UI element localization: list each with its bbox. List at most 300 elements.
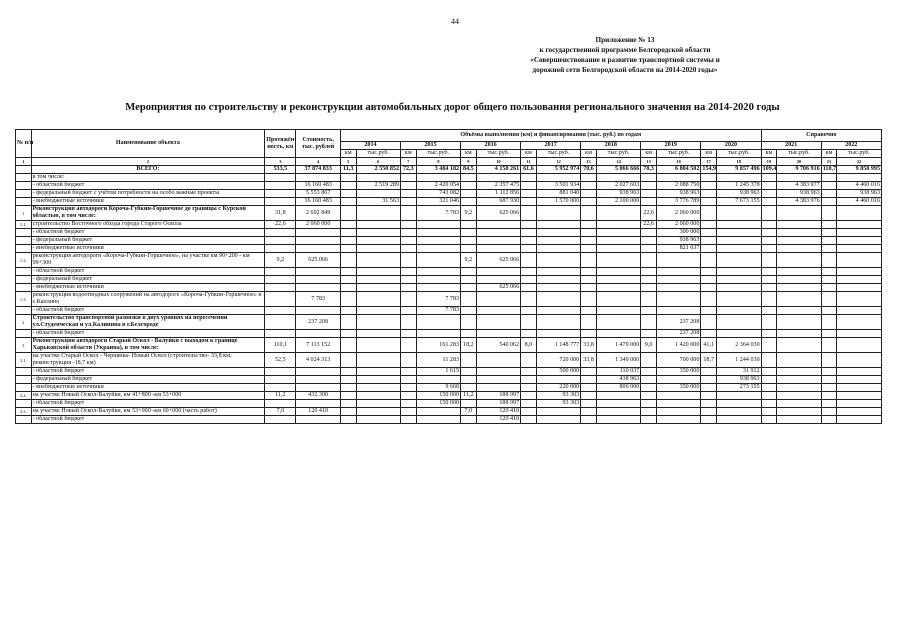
- cell-km: [461, 384, 477, 392]
- row-number: 3.2.: [16, 392, 32, 400]
- cell-km: [461, 268, 477, 276]
- cell-rub: 120 410: [476, 408, 521, 416]
- cell-km: [821, 338, 837, 353]
- row-cost: [296, 237, 341, 245]
- cell-km: [641, 416, 657, 424]
- row-number: [16, 307, 32, 315]
- cell-rub: [356, 330, 401, 338]
- cell-rub: [536, 268, 581, 276]
- cell-km: 9,2: [461, 206, 477, 221]
- row-length: [265, 330, 296, 338]
- header-unit-rub: тыс.руб.: [716, 150, 761, 158]
- cell-km: [461, 276, 477, 284]
- row-cost: [296, 368, 341, 376]
- cell-km: [821, 237, 837, 245]
- header-name: Наименование объекта: [31, 130, 265, 158]
- cell-km: [701, 268, 717, 276]
- cell-km: [641, 353, 657, 368]
- table-row: [16, 206, 882, 221]
- cell-km: [821, 330, 837, 338]
- cell-km: [581, 330, 597, 338]
- cell-km: [340, 206, 356, 221]
- cell-km: [701, 368, 717, 376]
- cell-km: [581, 376, 597, 384]
- cell-km: [761, 400, 777, 408]
- cell-km: [701, 237, 717, 245]
- cell-km: [581, 408, 597, 416]
- cell-km: [340, 276, 356, 284]
- appendix-line-4: дорожной сети Белгородской области на 2014-2020 годы»: [532, 66, 718, 74]
- cell-km: [701, 245, 717, 253]
- cell-rub: [837, 315, 882, 330]
- cell-km: [641, 253, 657, 268]
- cell-rub: [716, 245, 761, 253]
- cell-rub: 938 963: [716, 376, 761, 384]
- row-cost: [296, 229, 341, 237]
- cell-km: [401, 276, 417, 284]
- cell-km: [701, 384, 717, 392]
- cell-km: [641, 229, 657, 237]
- row-name: на участке Новый Оскол-Валуйки, км 41+800 -км 53+000: [31, 392, 265, 400]
- cell-km: 7,0: [461, 408, 477, 416]
- cell-km: [581, 400, 597, 408]
- cell-km: 8,0: [521, 338, 537, 353]
- cell-km: [581, 292, 597, 307]
- cell-rub: [777, 229, 822, 237]
- table-row: [16, 229, 882, 237]
- cell-rub: [536, 221, 581, 229]
- page-title: Мероприятия по строительству и реконструкции автомобильных дорог общего пользования регионального значения на 2014-2020 годы: [125, 102, 780, 113]
- row-number: [16, 416, 32, 424]
- row-cost: 5 553 867: [296, 190, 341, 198]
- row-cost: [296, 284, 341, 292]
- cell-km: [641, 174, 657, 182]
- cell-rub: 3 501 934: [536, 182, 581, 190]
- row-number: 3.3.: [16, 408, 32, 416]
- cell-rub: [716, 408, 761, 416]
- row-number: 3.1.: [16, 353, 32, 368]
- cell-rub: [837, 392, 882, 400]
- cell-rub: [476, 276, 521, 284]
- cell-rub: [356, 190, 401, 198]
- cell-rub: 350 000: [656, 384, 701, 392]
- cell-rub: [716, 276, 761, 284]
- cell-km: [401, 190, 417, 198]
- cell-rub: [656, 392, 701, 400]
- cell-rub: [416, 330, 461, 338]
- row-number: [16, 198, 32, 206]
- cell-rub: [837, 268, 882, 276]
- cell-km: [340, 338, 356, 353]
- cell-rub: [837, 229, 882, 237]
- cell-km: [521, 400, 537, 408]
- cell-km: [521, 416, 537, 424]
- cell-km: [461, 198, 477, 206]
- cell-rub: [356, 284, 401, 292]
- cell-km: [821, 392, 837, 400]
- cell-rub: 5 066 666: [596, 166, 641, 174]
- cell-km: [461, 330, 477, 338]
- cell-km: [701, 206, 717, 221]
- row-number: 1: [16, 206, 32, 221]
- row-name: на участке Старый Оскол - Чернянка- Новый Оскол (строительство- 33,8 км; реконструкция -18,7 км): [31, 353, 265, 368]
- cell-rub: [777, 268, 822, 276]
- cell-km: [340, 253, 356, 268]
- cell-rub: [476, 353, 521, 368]
- cell-km: [701, 376, 717, 384]
- cell-km: [821, 221, 837, 229]
- cell-rub: 150 000: [416, 392, 461, 400]
- cell-km: [340, 400, 356, 408]
- cell-km: [521, 368, 537, 376]
- header-colnum: 5: [340, 158, 356, 166]
- cell-rub: 9 858 995: [837, 166, 882, 174]
- cell-km: [641, 307, 657, 315]
- cell-km: [461, 416, 477, 424]
- cell-rub: [416, 416, 461, 424]
- cell-rub: [716, 268, 761, 276]
- cell-km: [461, 400, 477, 408]
- cell-km: [821, 245, 837, 253]
- cell-km: [641, 292, 657, 307]
- cell-rub: [777, 315, 822, 330]
- cell-rub: 1 245 378: [716, 182, 761, 190]
- cell-rub: 120 410: [476, 416, 521, 424]
- cell-rub: [716, 416, 761, 424]
- cell-rub: [536, 284, 581, 292]
- cell-rub: 938 963: [716, 190, 761, 198]
- row-length: 52,5: [265, 353, 296, 368]
- cell-km: [581, 307, 597, 315]
- table-row: [16, 245, 882, 253]
- cell-rub: 7 783: [416, 307, 461, 315]
- header-unit-rub: тыс.руб.: [837, 150, 882, 158]
- cell-km: [521, 198, 537, 206]
- row-name: - областной бюджет: [31, 368, 265, 376]
- row-name: - федеральный бюджет: [31, 276, 265, 284]
- cell-rub: 3 776 789: [656, 198, 701, 206]
- cell-rub: [596, 174, 641, 182]
- header-unit-km: км: [821, 150, 837, 158]
- cell-km: [340, 416, 356, 424]
- cell-km: [521, 221, 537, 229]
- cell-rub: 938 963: [837, 190, 882, 198]
- row-length: 22,6: [265, 221, 296, 229]
- row-length: [265, 190, 296, 198]
- cell-rub: [837, 245, 882, 253]
- cell-km: [761, 416, 777, 424]
- cell-km: [701, 330, 717, 338]
- cell-rub: [716, 400, 761, 408]
- cell-rub: 9 706 916: [777, 166, 822, 174]
- row-length: [265, 292, 296, 307]
- table-row: [16, 276, 882, 284]
- table-row: [16, 416, 882, 424]
- cell-km: [581, 416, 597, 424]
- header-year: 2014: [340, 142, 400, 150]
- row-number: [16, 268, 32, 276]
- row-name: - областной бюджет: [31, 330, 265, 338]
- header-year: 2020: [701, 142, 761, 150]
- cell-km: [701, 276, 717, 284]
- cell-rub: 2 088 750: [656, 182, 701, 190]
- cell-rub: [356, 253, 401, 268]
- header-colnum: 20: [777, 158, 822, 166]
- cell-rub: [596, 315, 641, 330]
- cell-km: [821, 284, 837, 292]
- cell-rub: 540 062: [476, 338, 521, 353]
- cell-km: [461, 368, 477, 376]
- cell-km: 109,4: [762, 166, 777, 172]
- appendix-line-1: Приложение № 13: [595, 36, 655, 44]
- cell-km: [340, 182, 356, 190]
- cell-rub: [356, 416, 401, 424]
- cell-km: [461, 307, 477, 315]
- cell-km: [761, 276, 777, 284]
- cell-rub: 237 208: [656, 315, 701, 330]
- cell-rub: 5 952 974: [536, 166, 581, 174]
- cell-rub: 3 484 182: [416, 166, 461, 174]
- header-colnum: 9: [461, 158, 477, 166]
- row-number: [16, 284, 32, 292]
- cell-rub: 7 673 155: [716, 198, 761, 206]
- cell-km: [761, 392, 777, 400]
- header-colnums-row: [16, 158, 882, 166]
- cell-km: [340, 315, 356, 330]
- cell-rub: [356, 245, 401, 253]
- cell-km: [581, 392, 597, 400]
- cell-rub: [596, 292, 641, 307]
- row-name: в том числе:: [31, 174, 265, 182]
- cell-rub: 2 100 000: [596, 198, 641, 206]
- cell-rub: [837, 416, 882, 424]
- row-length: [265, 307, 296, 315]
- cell-km: [521, 284, 537, 292]
- cell-km: [641, 315, 657, 330]
- cell-km: [821, 400, 837, 408]
- cell-rub: [837, 353, 882, 368]
- cell-km: [641, 276, 657, 284]
- cell-rub: 321 046: [416, 198, 461, 206]
- cell-rub: [716, 221, 761, 229]
- row-cost: 2 060 000: [296, 221, 341, 229]
- cell-rub: 1 244 030: [716, 353, 761, 368]
- row-number: [16, 384, 32, 392]
- cell-rub: 500 000: [536, 368, 581, 376]
- cell-km: [701, 307, 717, 315]
- header-year: 2022: [821, 142, 881, 150]
- cell-km: [641, 384, 657, 392]
- cell-km: [401, 237, 417, 245]
- header-colnum: 4: [296, 158, 341, 166]
- cell-km: [521, 292, 537, 307]
- cell-km: [521, 182, 537, 190]
- row-length: [265, 245, 296, 253]
- cell-km: [821, 376, 837, 384]
- cell-km: [761, 307, 777, 315]
- table-row: [16, 315, 882, 330]
- cell-km: [521, 353, 537, 368]
- header-colnum: 10: [476, 158, 521, 166]
- cell-km: [461, 292, 477, 307]
- cell-km: [581, 237, 597, 245]
- cell-rub: [656, 400, 701, 408]
- table-row: [16, 307, 882, 315]
- cell-rub: 237 208: [656, 330, 701, 338]
- header-year: 2017: [521, 142, 581, 150]
- table-row: [16, 284, 882, 292]
- cell-rub: [777, 392, 822, 400]
- cell-rub: [416, 221, 461, 229]
- cell-rub: [476, 237, 521, 245]
- cell-km: 33,8: [581, 338, 597, 353]
- row-cost: [296, 268, 341, 276]
- appendix-line-3: «Совершенствование и развитие транспортной системы и: [530, 56, 720, 64]
- cell-rub: [476, 384, 521, 392]
- cell-rub: 93 303: [536, 400, 581, 408]
- cell-rub: [837, 368, 882, 376]
- row-number: [16, 182, 32, 190]
- cell-rub: [416, 408, 461, 416]
- row-cost: 2 692 849: [296, 206, 341, 221]
- cell-rub: [656, 284, 701, 292]
- cell-km: [581, 384, 597, 392]
- row-number: [16, 376, 32, 384]
- table-row: [16, 253, 882, 268]
- cell-rub: [837, 408, 882, 416]
- cell-km: [761, 330, 777, 338]
- cell-rub: 1 420 000: [656, 338, 701, 353]
- cell-rub: 743 082: [416, 190, 461, 198]
- table-row: [16, 237, 882, 245]
- cell-rub: [476, 307, 521, 315]
- cell-rub: [476, 229, 521, 237]
- header-unit-km: км: [401, 150, 417, 158]
- header-colnum: 19: [761, 158, 777, 166]
- cell-rub: [716, 307, 761, 315]
- table-row: [16, 330, 882, 338]
- cell-rub: [476, 292, 521, 307]
- header-unit-km: км: [461, 150, 477, 158]
- cell-km: [641, 284, 657, 292]
- row-length: 533,5: [265, 166, 296, 174]
- cell-km: [821, 416, 837, 424]
- cell-rub: 11 283: [416, 353, 461, 368]
- row-cost: 16 160 483: [296, 182, 341, 190]
- cell-rub: [777, 284, 822, 292]
- cell-km: [581, 206, 597, 221]
- cell-rub: [536, 292, 581, 307]
- cell-rub: 7 783: [416, 292, 461, 307]
- cell-rub: [596, 268, 641, 276]
- cell-rub: [476, 174, 521, 182]
- cell-km: [761, 268, 777, 276]
- cell-km: [461, 315, 477, 330]
- row-cost: 7 783: [296, 292, 341, 307]
- header-year: 2016: [461, 142, 521, 150]
- cell-rub: 188 997: [476, 392, 521, 400]
- cell-km: [340, 221, 356, 229]
- cell-rub: 4 383 977: [777, 182, 822, 190]
- header-year: 2018: [581, 142, 641, 150]
- table-row: [16, 198, 882, 206]
- cell-km: [581, 229, 597, 237]
- cell-rub: [416, 174, 461, 182]
- cell-km: [821, 182, 837, 190]
- cell-km: [701, 416, 717, 424]
- cell-km: 110,7: [822, 166, 837, 172]
- row-number: [16, 400, 32, 408]
- cell-rub: [596, 245, 641, 253]
- cell-rub: [476, 268, 521, 276]
- cell-rub: [777, 245, 822, 253]
- header-colnum: 1: [16, 158, 32, 166]
- cell-rub: [596, 400, 641, 408]
- cell-km: [401, 315, 417, 330]
- row-cost: 432 300: [296, 392, 341, 400]
- cell-rub: [356, 292, 401, 307]
- row-number: 1.1.: [16, 221, 32, 229]
- cell-km: [761, 338, 777, 353]
- cell-rub: 1 615: [416, 368, 461, 376]
- cell-rub: [716, 284, 761, 292]
- cell-rub: [716, 315, 761, 330]
- cell-km: [340, 237, 356, 245]
- cell-rub: [656, 253, 701, 268]
- table-body: [16, 166, 882, 424]
- row-length: [265, 376, 296, 384]
- cell-rub: 1 349 000: [596, 353, 641, 368]
- cell-rub: [716, 206, 761, 221]
- row-number: [16, 190, 32, 198]
- cell-rub: 938 963: [656, 190, 701, 198]
- header-colnum: 3: [265, 158, 296, 166]
- cell-km: [401, 353, 417, 368]
- table-row: [16, 268, 882, 276]
- cell-km: [761, 384, 777, 392]
- header-colnum: 8: [416, 158, 461, 166]
- cell-km: [581, 276, 597, 284]
- cell-km: [401, 268, 417, 276]
- cell-rub: [837, 376, 882, 384]
- cell-km: [761, 368, 777, 376]
- row-cost: [296, 376, 341, 384]
- cell-km: [821, 408, 837, 416]
- cell-km: [701, 408, 717, 416]
- cell-km: [581, 198, 597, 206]
- row-cost: [296, 416, 341, 424]
- cell-rub: [716, 392, 761, 400]
- header-unit-rub: тыс.руб.: [476, 150, 521, 158]
- cell-km: [641, 182, 657, 190]
- cell-km: 11,2: [461, 392, 477, 400]
- row-cost: 37 874 833: [296, 166, 341, 174]
- cell-km: [521, 376, 537, 384]
- row-name: - областной бюджет: [31, 416, 265, 424]
- header-colnum: 11: [521, 158, 537, 166]
- cell-km: [401, 400, 417, 408]
- cell-rub: 7 783: [416, 206, 461, 221]
- cell-km: [641, 408, 657, 416]
- header-year: 2015: [401, 142, 461, 150]
- cell-km: 70,6: [581, 166, 597, 174]
- cell-rub: [356, 400, 401, 408]
- cell-km: [461, 353, 477, 368]
- cell-rub: [536, 229, 581, 237]
- cell-km: [701, 292, 717, 307]
- cell-km: [701, 400, 717, 408]
- cell-rub: [837, 284, 882, 292]
